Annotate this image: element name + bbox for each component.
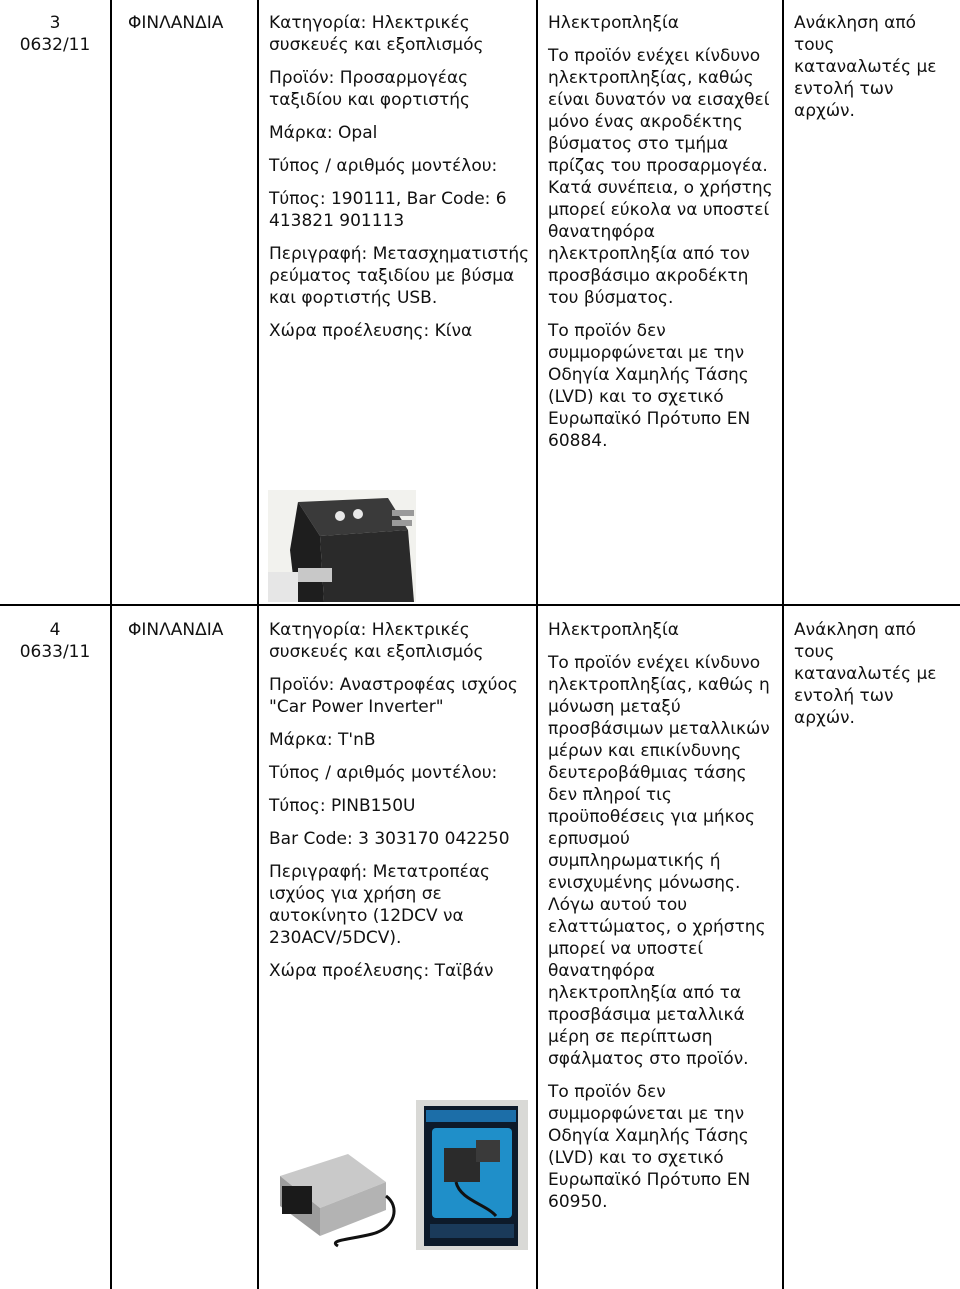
product-description: Περιγραφή: Μετασχηματιστής ρεύματος ταξιδίου με βύσμα και φορτιστής USB. [269, 244, 530, 308]
product-brand: Μάρκα: Opal [269, 123, 378, 143]
product-description: Περιγραφή: Μετατροπέας ισχύος για χρήση σε αυτοκίνητο (12DCV να 230ACV/5DCV). [269, 862, 491, 948]
product-category: Κατηγορία: Ηλεκτρικές συσκευές και εξοπλισμός [269, 13, 484, 55]
product-photo-travel-adapter [268, 490, 416, 602]
country-cell [128, 619, 256, 641]
country: ΦΙΝΛΑΝΔΙΑ [128, 620, 224, 640]
risk-type: Ηλεκτροπληξία [548, 620, 679, 640]
product-photo-power-inverter [268, 1136, 410, 1248]
notification-ref: 0632/11 [19, 35, 91, 55]
product-name: Προϊόν: Αναστροφέας ισχύος "Car Power Inverter" [269, 675, 518, 717]
measures-text: Ανάκληση από τους καταναλωτές με εντολή των αρχών. [794, 13, 937, 121]
risk-description: Το προϊόν ενέχει κίνδυνο ηλεκτροπληξίας, καθώς είναι δυνατόν να εισαχθεί μόνο ένας ακροδέκτης βύσματος στο τμήμα πρίζας του προσαρμογέα. Κατά συνέπεια, ο χρήστης μπορεί εύκολα να υποστεί θανατηφόρα ηλεκτροπληξία από τον προσβάσιμο ακροδέκτη του βύσματος. [548, 46, 773, 308]
product-brand: Μάρκα: T'nB [269, 730, 376, 750]
column-divider [782, 0, 784, 1289]
row-divider [0, 604, 960, 606]
risk-type: Ηλεκτροπληξία [548, 13, 679, 33]
product-type: Τύπος: 190111, Bar Code: 6 413821 901113 [269, 189, 507, 231]
country-cell [128, 12, 256, 34]
measures-cell [794, 12, 956, 122]
risk-description: Το προϊόν ενέχει κίνδυνο ηλεκτροπληξίας, καθώς η μόνωση μεταξύ προσβάσιμων μεταλλικών μέρων και επικίνδυνης δευτεροβάθμιας τάσης δεν πληροί τις προϋποθέσεις για μήκος ερπυσμού συμπληρωματικής ή ενισχυμένης μόνωσης. Λόγω αυτού του ελαττώματος, ο χρήστης μπορεί να υποστεί θανατηφόρα ηλεκτροπληξία από τα προσβάσιμα μεταλλικά μέρη σε περίπτωση σφάλματος στο προϊόν. [548, 653, 770, 1069]
product-cell [269, 619, 531, 993]
row-number-cell [0, 619, 110, 663]
product-barcode: Bar Code: 3 303170 042250 [269, 829, 510, 849]
product-cell [269, 12, 531, 353]
product-origin: Χώρα προέλευσης: Ταϊβάν [269, 961, 494, 981]
product-name: Προϊόν: Προσαρμογέας ταξιδίου και φορτιστής [269, 68, 471, 110]
risk-cell [548, 12, 780, 463]
measures-cell [794, 619, 956, 729]
country: ΦΙΝΛΑΝΔΙΑ [128, 13, 224, 33]
notification-ref: 0633/11 [19, 642, 91, 662]
risk-cell [548, 619, 780, 1224]
product-origin: Χώρα προέλευσης: Κίνα [269, 321, 473, 341]
non-compliance-note: Το προϊόν δεν συμμορφώνεται με την Οδηγία Χαμηλής Τάσης (LVD) και το σχετικό Ευρωπαϊκό Πρότυπο EN 60950. [548, 1082, 751, 1212]
column-divider [536, 0, 538, 1289]
product-type: Τύπος: PINB150U [269, 796, 416, 816]
row-number: 3 [49, 13, 61, 33]
row-number-cell [0, 12, 110, 56]
non-compliance-note: Το προϊόν δεν συμμορφώνεται με την Οδηγία Χαμηλής Τάσης (LVD) και το σχετικό Ευρωπαϊκό Πρότυπο EN 60884. [548, 321, 751, 451]
measures-text: Ανάκληση από τους καταναλωτές με εντολή των αρχών. [794, 620, 937, 728]
row-number: 4 [49, 620, 61, 640]
product-model-label: Τύπος / αριθμός μοντέλου: [269, 156, 498, 176]
column-divider [110, 0, 112, 1289]
column-divider [257, 0, 259, 1289]
product-photo-inverter-package [416, 1100, 528, 1250]
product-category: Κατηγορία: Ηλεκτρικές συσκευές και εξοπλισμός [269, 620, 484, 662]
product-model-label: Τύπος / αριθμός μοντέλου: [269, 763, 498, 783]
